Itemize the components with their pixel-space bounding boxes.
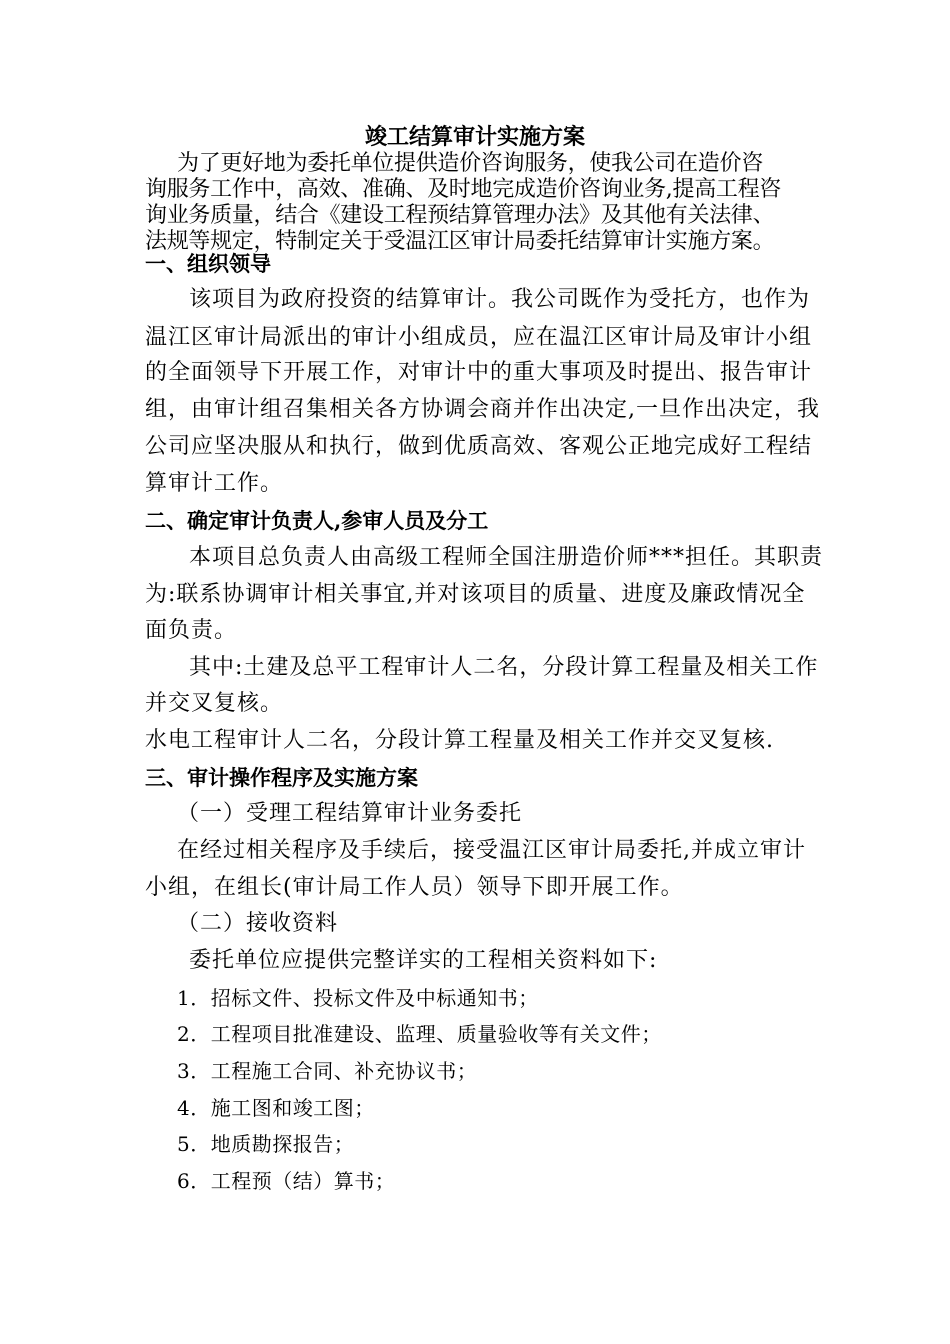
intro-line-3: 询业务质量，结合《建设工程预结算管理办法》及其他有关法律、	[145, 203, 775, 228]
section-1-line-6: 算审计工作。	[145, 471, 284, 496]
section-3-sub1-line-1: 在经过相关程序及手续后，接受温江区审计局委托,并成立审计	[177, 838, 806, 863]
list-item: 2．工程项目批准建设、监理、质量验收等有关文件；	[177, 1022, 662, 1046]
section-1-line-1: 该项目为政府投资的结算审计。我公司既作为受托方，也作为	[189, 287, 811, 312]
intro-line-2: 询服务工作中，高效、准确、及时地完成造价咨询业务,提高工程咨	[145, 177, 781, 202]
list-item: 1．招标文件、投标文件及中标通知书；	[177, 986, 539, 1010]
list-item: 4．施工图和竣工图；	[177, 1096, 375, 1120]
section-1-line-5: 公司应坚决服从和执行，做到优质高效、客观公正地完成好工程结	[145, 434, 813, 459]
section-3-sub1-heading: （一）受理工程结算审计业务委托	[177, 801, 523, 826]
section-3-sub1-line-2: 小组，在组长(审计局工作人员）领导下即开展工作。	[145, 875, 684, 900]
section-1-heading: 一、组织领导	[145, 251, 271, 276]
section-1-line-3: 的全面领导下开展工作，对审计中的重大事项及时提出、报告审计	[145, 360, 813, 385]
list-item: 3．工程施工合同、补充协议书；	[177, 1059, 478, 1083]
intro-line-1: 为了更好地为委托单位提供造价咨询服务，使我公司在造价咨	[177, 151, 763, 176]
intro-line-4: 法规等规定，特制定关于受温江区审计局委托结算审计实施方案。	[145, 229, 775, 254]
section-1-line-4: 组，由审计组召集相关各方协调会商并作出决定,一旦作出决定，我	[145, 397, 820, 422]
section-2-heading: 二、确定审计负责人,参审人员及分工	[145, 508, 489, 533]
section-1-line-2: 温江区审计局派出的审计小组成员，应在温江区审计局及审计小组	[145, 325, 813, 350]
list-item: 6．工程预（结）算书；	[177, 1169, 396, 1193]
section-2-para1-line-1: 本项目总负责人由高级工程师全国注册造价师***担任。其职责	[189, 545, 824, 570]
section-3-heading: 三、审计操作程序及实施方案	[145, 765, 418, 790]
section-2-para2-line-1: 其中:土建及总平工程审计人二名，分段计算工程量及相关工作	[189, 655, 819, 680]
document-title: 竣工结算审计实施方案	[364, 124, 585, 150]
section-2-para1-line-2: 为:联系协调审计相关事宜,并对该项目的质量、进度及廉政情况全	[145, 582, 806, 607]
list-item: 5．地质勘探报告；	[177, 1132, 355, 1156]
section-2-para1-line-3: 面负责。	[145, 618, 238, 643]
section-3-sub2-heading: （二）接收资料	[177, 911, 339, 936]
section-2-para2-line-2: 并交叉复核。	[145, 691, 284, 716]
section-3-sub2-lead: 委托单位应提供完整详实的工程相关资料如下:	[189, 948, 658, 973]
section-2-para3: 水电工程审计人二名，分段计算工程量及相关工作并交叉复核.	[145, 728, 774, 753]
